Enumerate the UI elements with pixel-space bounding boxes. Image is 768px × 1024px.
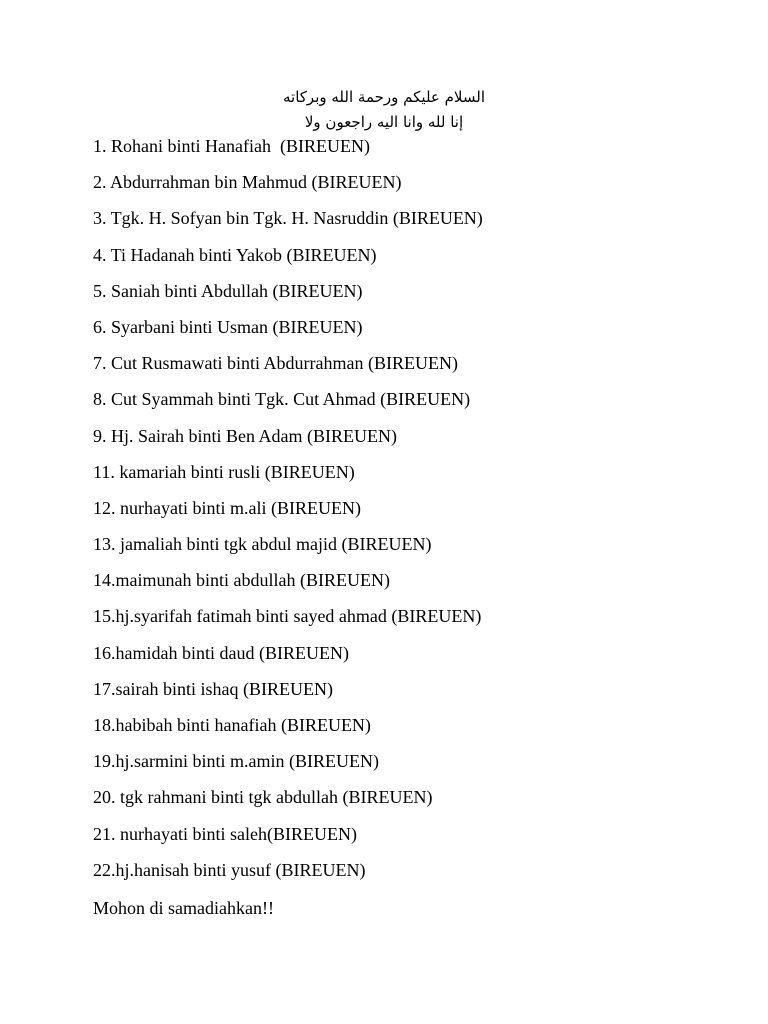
list-item: 1. Rohani binti Hanafiah (BIREUEN) [93,136,370,156]
list-item: 11. kamariah binti rusli (BIREUEN) [93,461,355,482]
list-item: 8. Cut Syammah binti Tgk. Cut Ahmad (BIREUEN) [93,389,471,410]
list-item: 4. Ti Hadanah binti Yakob (BIREUEN) [93,244,377,265]
list-item: 22.hj.hanisah binti yusuf (BIREUEN) [93,859,366,880]
list-item: 20. tgk rahmani binti tgk abdullah (BIREUEN) [93,787,433,808]
list-item: 13. jamaliah binti tgk abdul majid (BIREUEN) [93,534,432,555]
list-item: 21. nurhayati binti saleh(BIREUEN) [93,823,357,844]
list-item: 2. Abdurrahman bin Mahmud (BIREUEN) [93,172,402,193]
list-item: 12. nurhayati binti m.ali (BIREUEN) [93,497,361,518]
list-item: 15.hj.syarifah fatimah binti sayed ahmad (BIREUEN) [93,606,482,627]
name-list [93,136,483,896]
list-item: 6. Syarbani binti Usman (BIREUEN) [93,316,363,337]
list-item: 14.maimunah binti abdullah (BIREUEN) [93,570,390,591]
list-item: 9. Hj. Sairah binti Ben Adam (BIREUEN) [93,425,397,446]
closing-text: Mohon di samadiahkan!! [93,898,274,918]
list-item: 7. Cut Rusmawati binti Abdurrahman (BIREUEN) [93,353,458,374]
list-item: 18.habibah binti hanafiah (BIREUEN) [93,715,371,735]
list-item: 17.sairah binti ishaq (BIREUEN) [93,678,333,699]
list-item: 19.hj.sarmini binti m.amin (BIREUEN) [93,751,379,772]
greeting-line-2: إنا لله وانا اليه راجعون ولا [304,113,464,131]
list-item: 16.hamidah binti daud (BIREUEN) [93,642,349,663]
greeting-line-1: السلام عليكم ورحمة الله وبركاته [283,88,485,106]
list-item: 5. Saniah binti Abdullah (BIREUEN) [93,280,363,301]
list-item: 3. Tgk. H. Sofyan bin Tgk. H. Nasruddin (BIREUEN) [93,208,483,229]
